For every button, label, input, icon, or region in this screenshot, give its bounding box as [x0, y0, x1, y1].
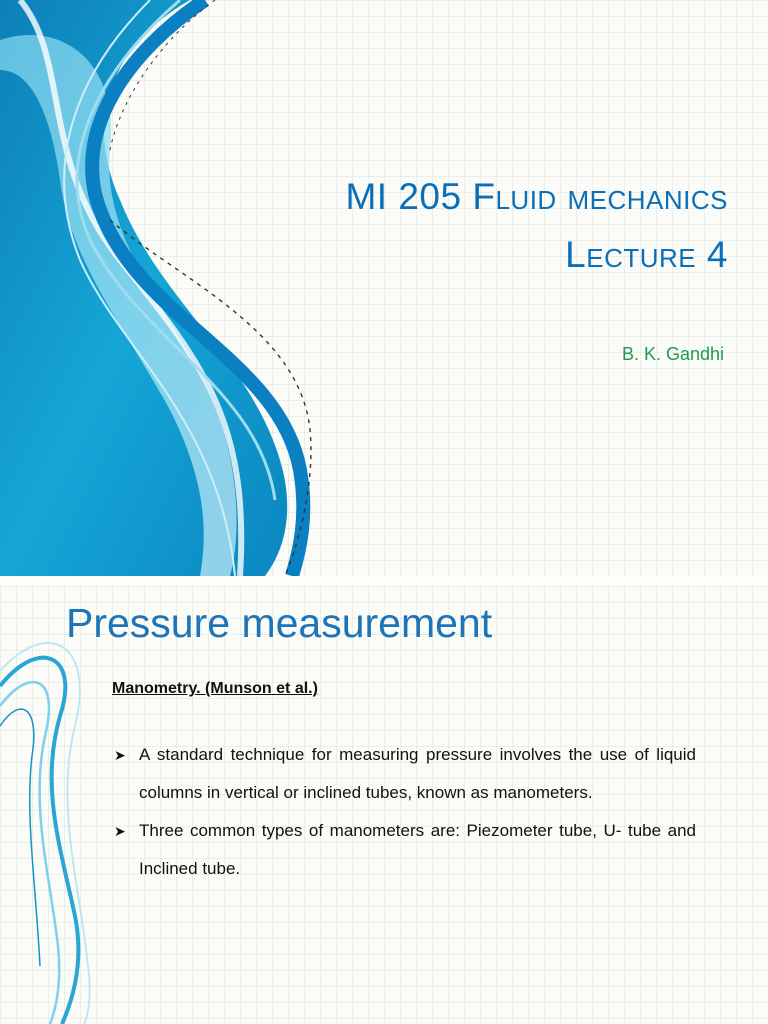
curve-decoration [0, 586, 120, 1024]
arrow-bullet-icon: ➤ [114, 747, 126, 763]
slide-heading: Pressure measurement [66, 600, 493, 646]
bullet-text: Three common types of manometers are: Piezometer tube, U- tube and Inclined tube. [139, 821, 696, 878]
bullet-text: A standard technique for measuring pressure involves the use of liquid columns in vertical or inclined tubes, known as manometers. [139, 745, 696, 802]
list-item [112, 812, 696, 888]
slide-title [345, 168, 728, 284]
arrow-bullet-icon: ➤ [114, 823, 126, 839]
author-name: B. K. Gandhi [621, 344, 724, 364]
section-subheading: Manometry. (Munson et al.) [112, 680, 318, 697]
bullet-list [112, 736, 696, 888]
content-slide [0, 586, 768, 1024]
title-line-1: MI 205 Fluid mechanics [345, 176, 728, 217]
title-line-2: Lecture 4 [565, 234, 728, 275]
list-item [112, 736, 696, 812]
